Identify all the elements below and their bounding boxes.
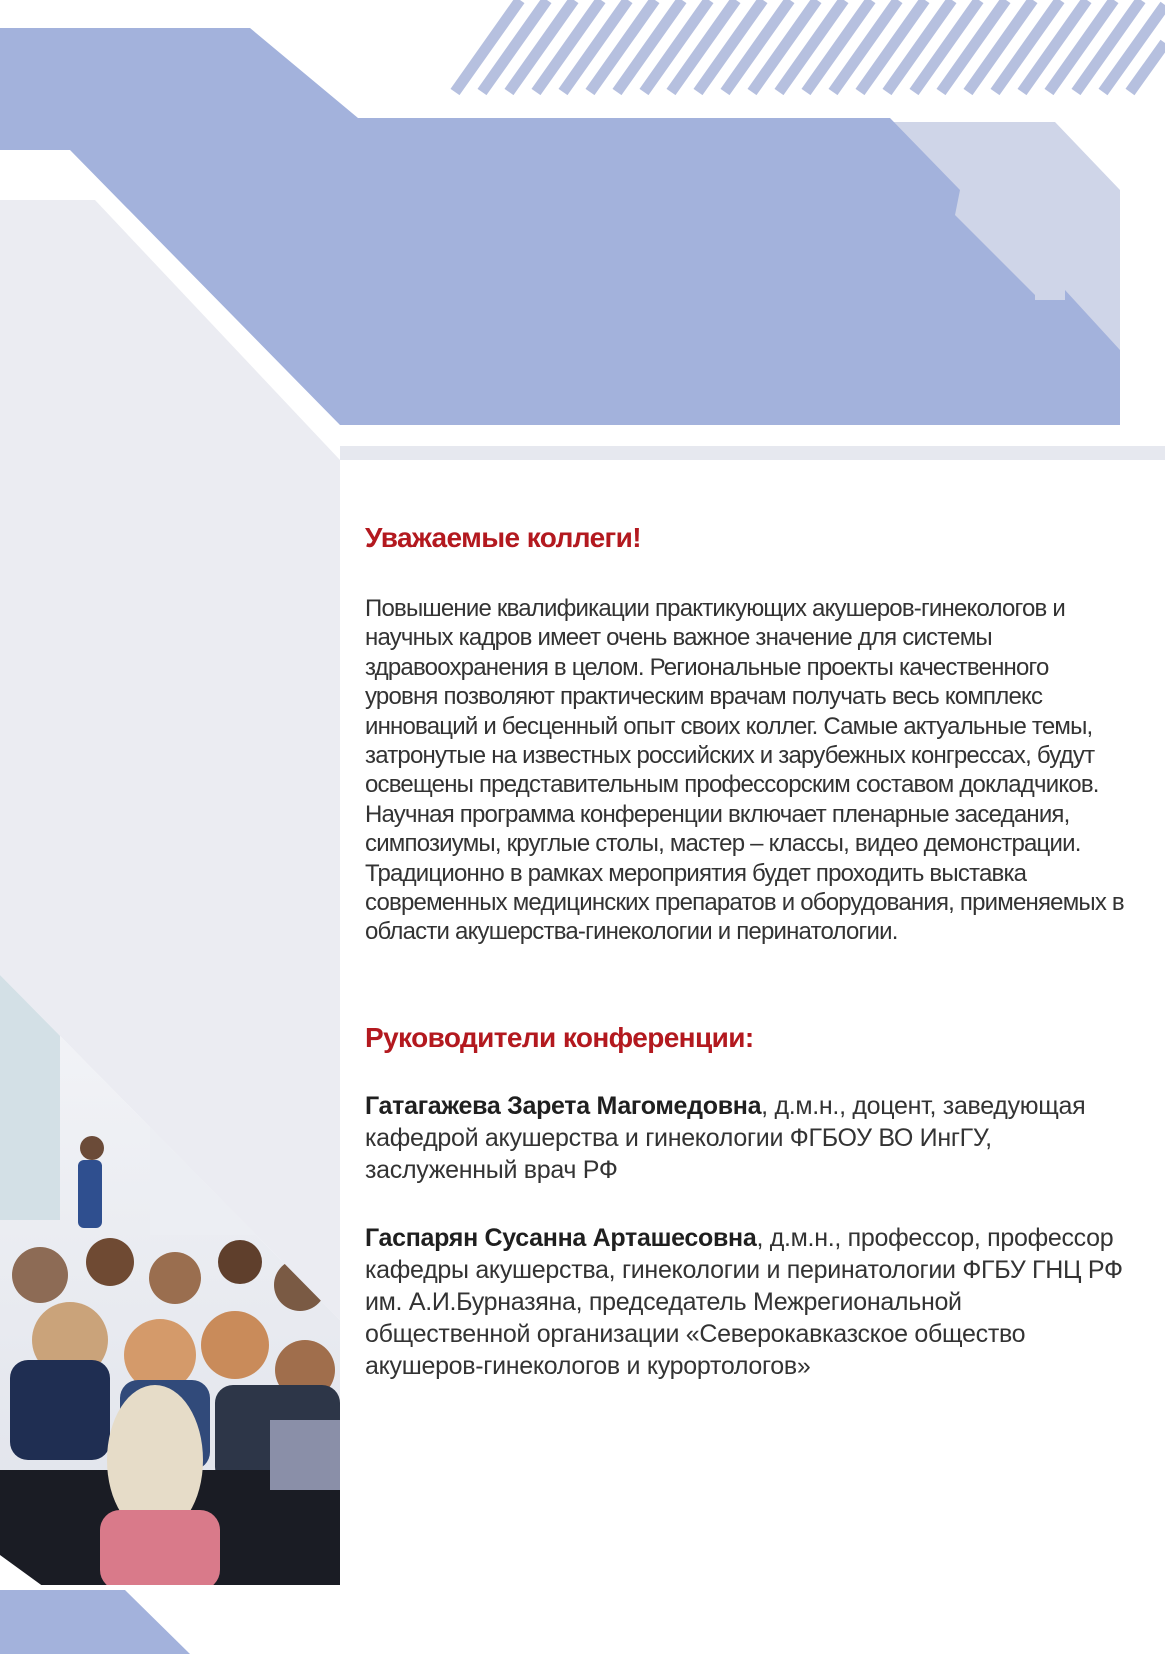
- blue-corner-bottom: [0, 1590, 190, 1654]
- leader-entry-2: [365, 1222, 1125, 1382]
- intro-paragraph-1: Повышение квалификации практикующих акушеров-гинекологов и научных кадров имеет очень важное значение для системы здравоохранения в целом. Региональные проекты качественного уровня позволяют практическим врачам получать весь комплекс инноваций и бесценный опыт своих коллег. Самые актуальные темы, затронутые на известных российских и зарубежных конгрессах, будут освещены представительным профессорским составом докладчиков. Научная программа конференции включает пленарные заседания, симпозиумы, круглые столы, мастер – классы, видео демонстрации.: [365, 595, 1099, 858]
- leader-name: Гаспарян Сусанна Арташесовна: [365, 1223, 757, 1252]
- intro-paragraph-2: Традиционно в рамках мероприятия будет проходить выставка современных медицинских препаратов и оборудования, применяемых в области акушерства-гинекологии и перинатологии.: [365, 859, 1124, 946]
- main-content: [365, 522, 1125, 1382]
- leaders-title: Руководители конференции:: [365, 1021, 754, 1053]
- leader-description: , д.м.н., доцент, заведующая кафедрой акушерства и гинекологии ФГБОУ ВО ИнгГУ, заслуженный врач РФ: [365, 1091, 1086, 1184]
- intro-text: [365, 594, 1125, 947]
- leader-entry-1: [365, 1090, 1125, 1186]
- leader-name: Гатагажева Зарета Магомедовна: [365, 1091, 762, 1120]
- stripe-pattern: [455, 0, 1165, 92]
- greeting-title: Уважаемые коллеги!: [365, 522, 641, 553]
- leader-description: , д.м.н., профессор, профессор кафедры акушерства, гинекологии и перинатологии ФГБУ ГНЦ РФ им. А.И.Бурназяна, председатель Межрегиональной общественной организации «Северокавказское общество акушеров-гинекологов и курортологов»: [365, 1223, 1123, 1380]
- gray-strip-top: [340, 446, 1165, 460]
